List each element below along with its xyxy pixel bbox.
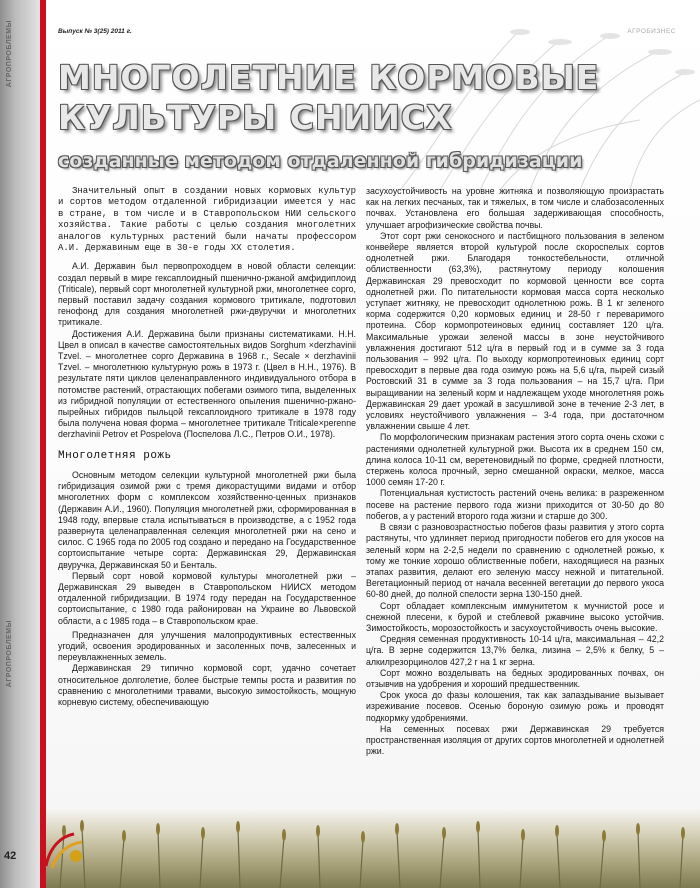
body-paragraph: Сорт обладает комплексным иммунитетом к мучнистой росе и снежной плесени, к бурой и стеблевой ржавчине высоко устойчив. Зимостойкость, морозостойкость и засухоустойчивость очень высокие. [366,600,664,633]
left-margin-strip [0,0,40,888]
lead-paragraph: Значительный опыт в создании новых кормовых культур и сортов методом отдаленной гибридизации имеется у нас в стране, в том числе и в Ставропольском НИИ сельского хозяйства. Такие работы с целью создания многолетних аналогов культурных растений были начаты профессором А.И. Державиным еще в 30-е годы XX столетия. [58,186,356,254]
issue-label: Выпуск № 3(25) 2011 г. [58,28,132,35]
body-paragraph: Этот сорт ржи сенокосного и пастбищного пользования в зеленом конвейере является второй культурой после скороспелых сортов однолетней ржи. Благодаря тонкостебельности, отличной облиственности (63,3%), растянутому периоду колошения Державинская 29 превосходит по кормовой ценности все сорта однолетней ржи. По питательности кормовая масса сорта несколько уступает житняку, не превосходит однолетнюю рожь. В 1 кг зеленого корма содержится 0,20 кормовых единиц и 28-50 г переваримого протеина. Сбор кормопротеиновых единиц составляет 120 ц/га. Максимальные урожаи зеленой массы в зоне неустойчивого увлажнения достигают 512 ц/га в первый год и в сумме за 3 года пользования – 992 ц/га. По выходу кормопротеиновых единиц сорт превосходит в первые два года озимую рожь на 5,6 ц/га, пырей сизый Ростовский 31 в сумме за 3 года пользования – на 15,7 ц/га. При выращивании на зеленый корм и надлежащем уходе многолетняя рожь Державинская 29 дает урожай в засушливой зоне в течение 2-3 лет, в условиях неустойчивого увлажнения – 3-4 года, при достаточном увлажнении свыше 4 лет. [366,230,664,432]
body-paragraph: По морфологическим признакам растения этого сорта очень схожи с растениями однолетней культурной ржи. Высота их в среднем 150 см, длина колоса 10-11 см, веретеновидный по форме, средней плотности, стержень колоса прочный, зерно смешанной окраски, мелкое, масса 1000 семян 17-20 г. [366,432,664,488]
right-column [366,186,664,757]
article-subtitle: созданные методом отдаленной гибридизации [58,150,583,172]
body-paragraph: засухоустойчивость на уровне житняка и позволяющую произрастать как на легких песчаных, так и тяжелых, в том числе и слабозасоленных почвах. Установлена его большая задерживающая способность, улучшает агрофизические свойства почвы. [366,186,664,230]
side-section-label-bottom: АГРОПРОБЛЕМЫ [6,620,13,688]
sheaf-logo-icon [40,826,100,872]
body-paragraph: А.И. Державин был первопроходцем в новой области селекции: создал первый в мире гексаплоидный пшенично-ржаной амфидиплоид (Triticale), первый сорт многолетней культурной ржи, многолетнее сорго, первый поставил задачу создания кормового тритикале, подготовил генофонд для создания многолетней ржи-двуручки и многолетних тритикале. [58,261,356,328]
body-paragraph: Достижения А.И. Державина были признаны систематиками. Н.Н. Цвел в описал в качестве самостоятельных видов Sorghum ×derzhavinii Tzvel. – многолетнее сорго Державина в 1968 г., Secale × derzhavinii Tzvel. – многолетнюю культурную рожь в 1973 г. (Цвел в Н.Н., 1976). В результате пяти циклов целенаправленного индивидуального отбора в потомстве растений, отрастающих побегами озимого типа, выделенных из гибридной популяции от естественного опыления пшенично-ржано-пырейных гибридов пыльцой гексаплоидного тритикале в 1978 году была получена новая форма – многолетнее тритикале Triticale×perenne derzhavinii Petrov et Pospelova (Поспелова Л.С., Петров О.И., 1978). [58,328,356,440]
body-paragraph: Предназначен для улучшения малопродуктивных естественных угодий, освоения эродированных и засоленных почв, залесенных и переувлажненных земель. [58,629,356,663]
body-paragraph: Сорт можно возделывать на бедных эродированных почвах, он отзывчив на удобрения и хороший предшественник. [366,667,664,689]
left-column [58,186,356,708]
magazine-brand: АГРОБИЗНЕС [627,28,676,35]
grain-stalks-photo [40,793,700,888]
body-paragraph: Потенциальная кустистость растений очень велика: в разреженном посеве на растение первого года жизни приходится от 30-50 до 80 побегов, а у растений второго года жизни и старше до 300. [366,488,664,521]
body-paragraph: В связи с разновозрастностью побегов фазы развития у этого сорта растянуты, что удлиняет период пригодности побегов его для укосов на зеленый корм на 2-2,5 недели по сравнению с однолетней рожью, к тому же тонкие хорошо облиственные побеги, находящиеся на разных этапах развития, делают его зеленую массу нежной и питательной. Вегетационный период от начала весенней вегетации до первого укоса 60-80 дней, до полной спелости зерна 130-150 дней. [366,522,664,600]
side-section-label: АГРОПРОБЛЕМЫ [6,20,13,88]
body-paragraph: Основным методом селекции культурной многолетней ржи была гибридизация озимой ржи с тремя дикорастущими видами и отбор многолетних форм с комплексом хозяйственно-ценных признаков (Державин А.И., 1960). Популяция многолетней ржи, сформированная в 1948 году, впервые стала испытываться в производстве, а с 1952 года развернута целенаправленная селекция многолетней ржи на сено и силос. С 1965 года по 2005 год создано и передано на Государственное сортоиспытание четыре сорта: Державинская 29, Державинская двуручка, Державинская 50 и Бенталь. [58,469,356,570]
article-title: МНОГОЛЕТНИЕ КОРМОВЫЕ КУЛЬТУРЫ СНИИСХ [58,58,600,137]
body-paragraph: Средняя семенная продуктивность 10-14 ц/га, максимальная – 42,2 ц/га. В зерне содержится 13,7% белка, лизина – 2,5% к белку, 5 – алкилрезорцинолов 427,2 г на 1 кг зерна. [366,634,664,667]
red-accent-bar [40,0,46,888]
body-paragraph: Срок укоса до фазы колошения, так как запаздывание вызывает изреживание посевов. Осенью бороную озимую рожь и проводят подкормку удобрениями. [366,690,664,723]
section-heading: Многолетняя рожь [58,449,172,462]
body-paragraph: Державинская 29 типично кормовой сорт, удачно сочетает относительное долголетие, более быстрые темпы роста и развития по сравнению с многолетними травами, высокую зимостойкость, мощную корневую систему, обеспечивающую [58,663,356,707]
body-paragraph: На семенных посевах ржи Державинская 29 требуется пространственная изоляция от других сортов многолетней и однолетней ржи. [366,723,664,757]
body-paragraph: Первый сорт новой кормовой культуры многолетней ржи – Державинская 29 выведен в Ставропольском НИИСХ методом отдаленной гибридизации. В 1974 году передан на Государственное сортоиспытание, с 1980 года районирован на Украине во Львовской области, а с 1985 года – в Ставропольском крае. [58,570,356,626]
page-number: 42 [4,850,17,862]
